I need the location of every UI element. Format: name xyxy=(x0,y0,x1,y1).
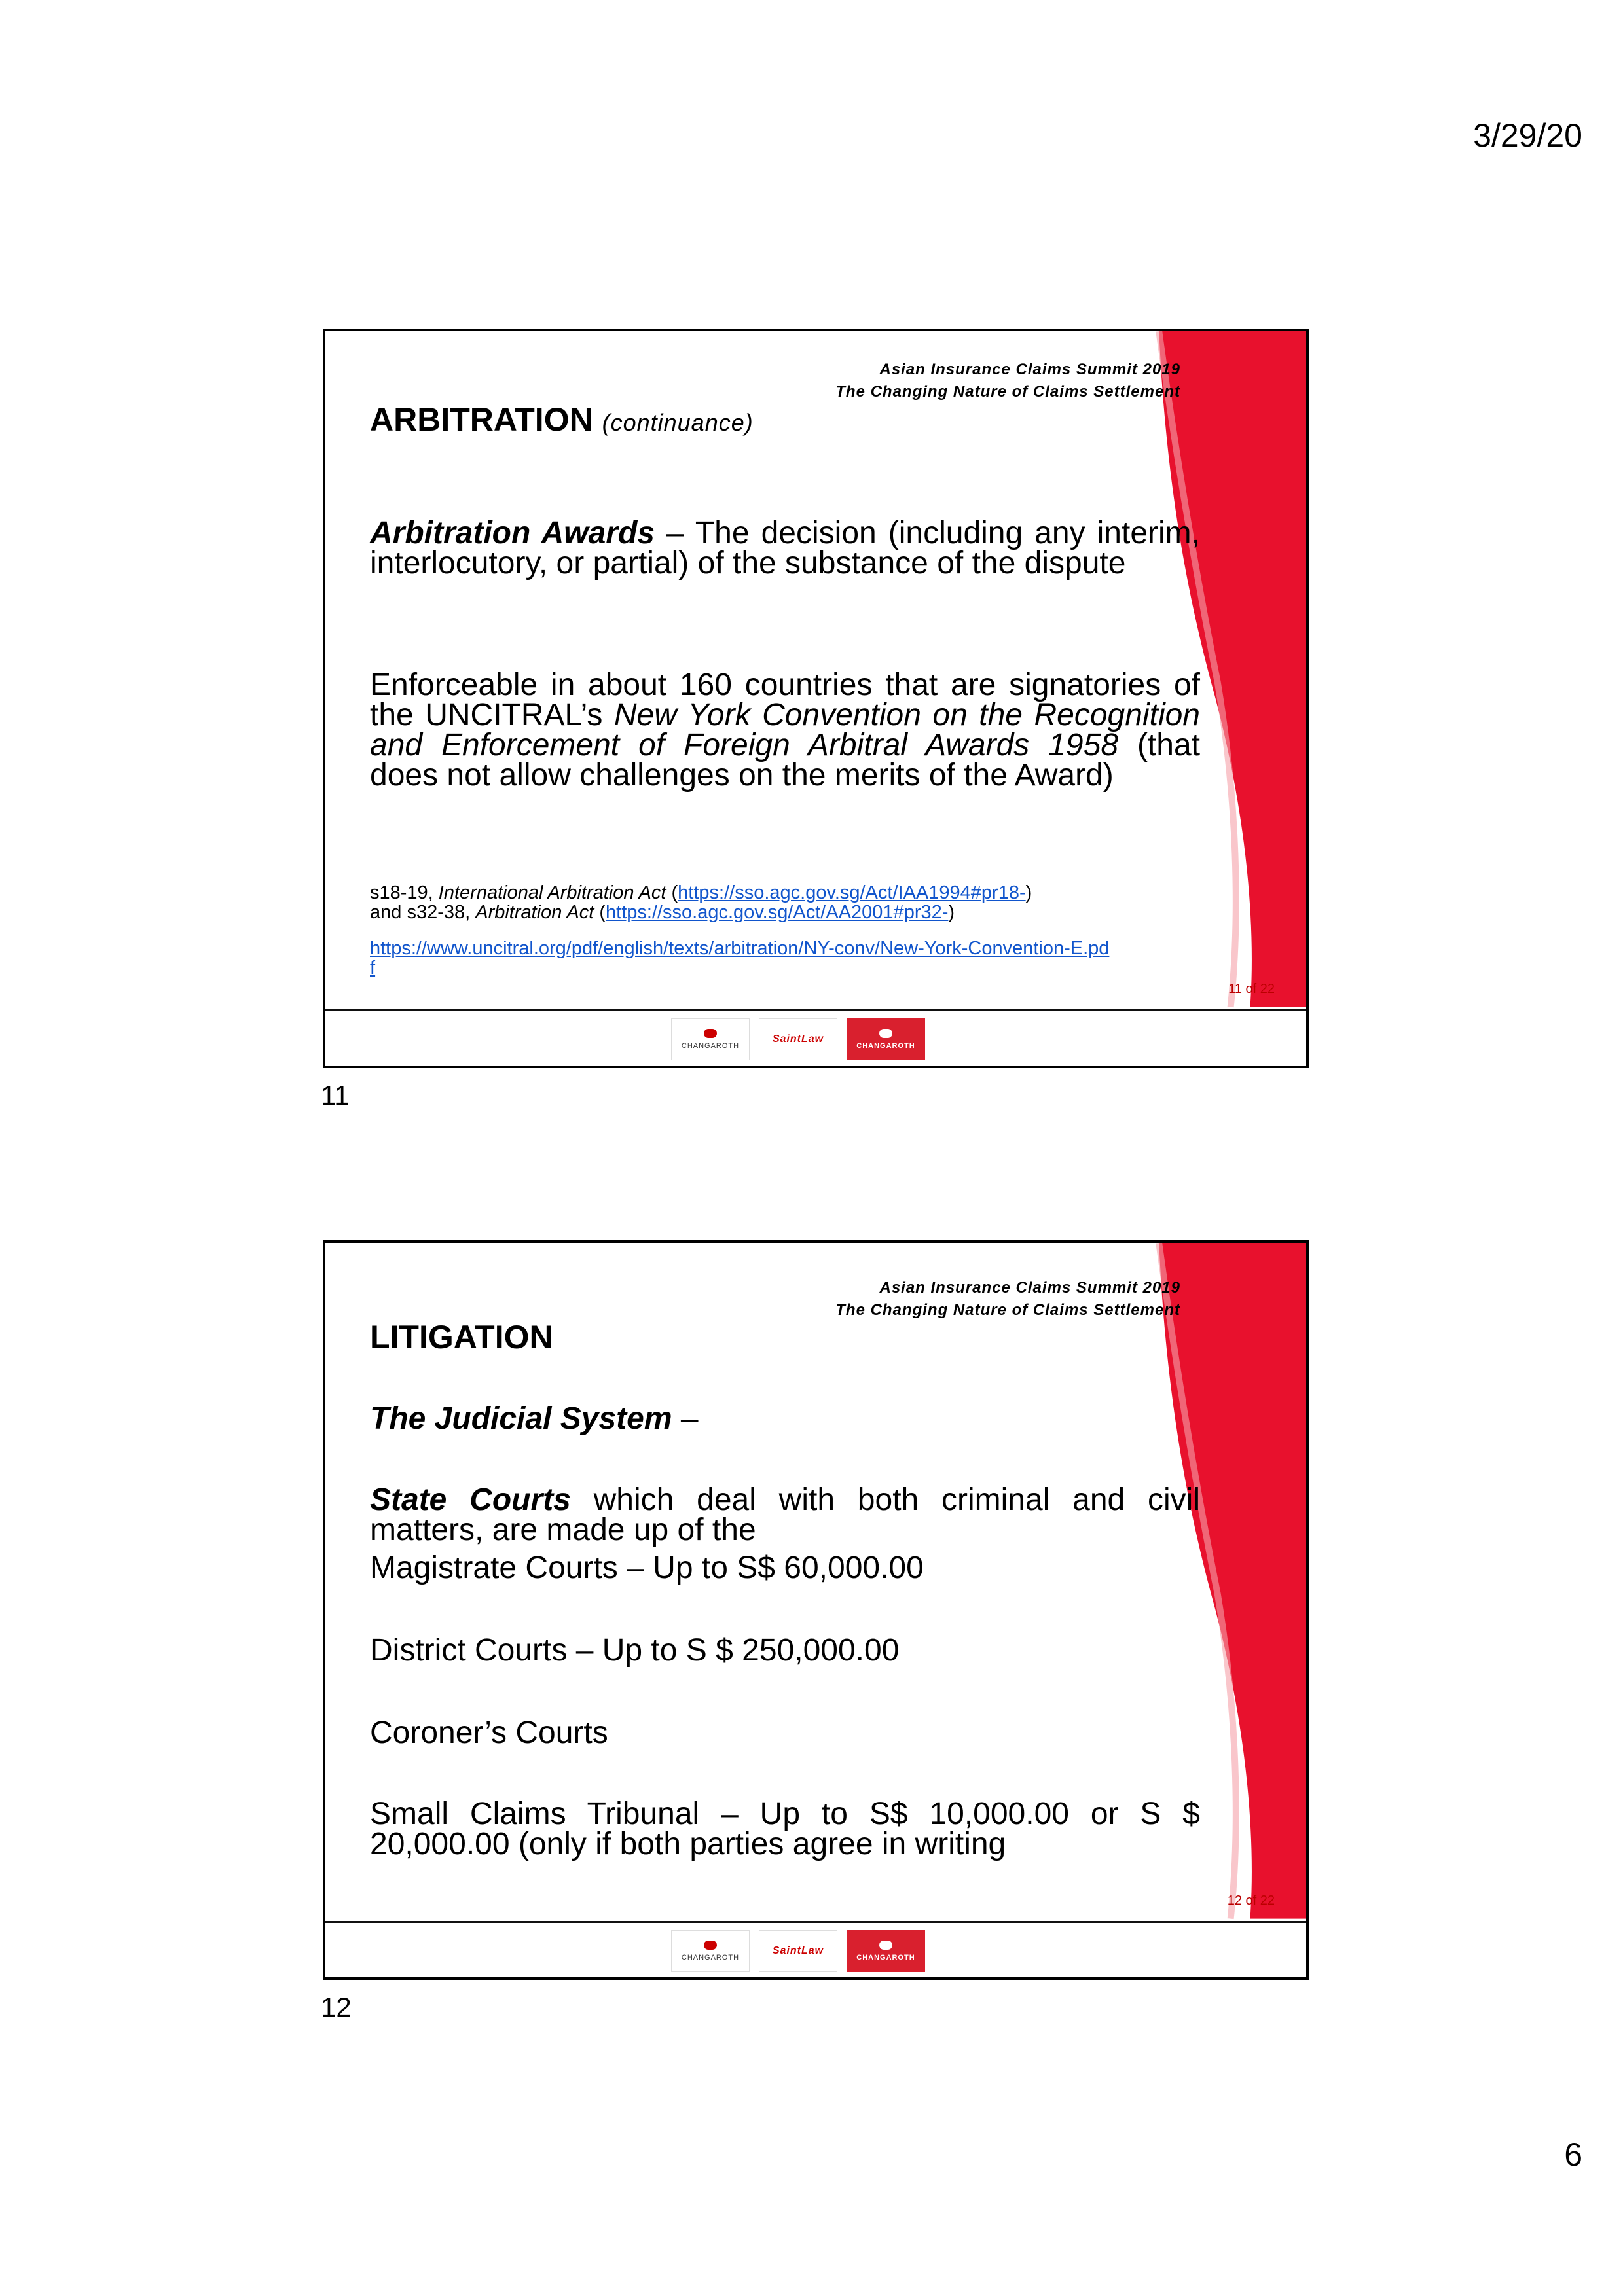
enforceable-text-a: Enforceable in about 160 countries that are signatories of the UNCITRAL’s xyxy=(370,668,1200,732)
ref1-paren-open: ( xyxy=(666,882,678,903)
ref2-paren-open: ( xyxy=(594,902,606,923)
arbitration-awards-definition: – The decision (including any interim, interlocutory, or partial) of the substance of the dispute xyxy=(370,516,1201,581)
slide-counter: 12 of 22 xyxy=(1227,1893,1275,1908)
conference-subtitle: The Changing Nature of Claims Settlement xyxy=(835,1301,1180,1319)
logo-a-text: CHANGAROTH xyxy=(681,1954,740,1962)
conference-title: Asian Insurance Claims Summit 2019 xyxy=(879,361,1180,378)
small-claims-item: Small Claims Tribunal – Up to S$ 10,000.00 or S $ 20,000.00 (only if both parties agree in writing xyxy=(370,1797,1200,1861)
page-number: 6 xyxy=(1564,2136,1582,2173)
logo-b-text: SaintLaw xyxy=(772,1945,824,1956)
conference-subtitle: The Changing Nature of Claims Settlement xyxy=(835,383,1180,401)
slide-number-label: 12 xyxy=(321,1992,352,2022)
coroners-courts-item: Coroner’s Courts xyxy=(370,1715,608,1750)
logo-c-text: CHANGAROTH xyxy=(856,1954,915,1962)
slide-number-label: 11 xyxy=(321,1080,350,1111)
ref1-act: International Arbitration Act xyxy=(438,882,666,903)
changaroth-mark-icon xyxy=(879,1029,892,1038)
footer-divider xyxy=(325,1009,1306,1011)
slide-counter: 11 of 22 xyxy=(1228,982,1275,996)
judicial-system-line xyxy=(370,1401,1200,1436)
enforceable-text-b: (that does not allow challenges on the merits of the Award) xyxy=(370,728,1200,793)
changaroth-mark-icon xyxy=(704,1029,717,1038)
ref2-act: Arbitration Act xyxy=(475,902,594,923)
legislation-references xyxy=(370,883,1200,922)
judicial-system-term: The Judicial System xyxy=(370,1401,672,1436)
new-york-convention-title: New York Convention on the Recognition and Enforcement of Foreign Arbitral Awards 1958 xyxy=(370,698,1200,762)
slide-12 xyxy=(323,1240,1309,1980)
state-courts-paragraph xyxy=(370,1482,1201,1547)
footer-divider xyxy=(325,1921,1306,1923)
enforceable-paragraph xyxy=(370,670,1200,791)
ref2-text: and s32-38, xyxy=(370,902,476,923)
slide-title: LITIGATION xyxy=(370,1319,553,1355)
changaroth-mark-icon xyxy=(879,1941,892,1950)
logo-b-text: SaintLaw xyxy=(772,1033,824,1045)
sponsor-logos xyxy=(671,1930,925,1972)
ref1-text: s18-19, xyxy=(370,882,439,903)
logo-a-text: CHANGAROTH xyxy=(681,1042,740,1050)
state-courts-description: which deal with both criminal and civil matters, are made up of the xyxy=(370,1482,1201,1547)
slide-11 xyxy=(323,329,1309,1068)
iaa-link[interactable]: https://sso.agc.gov.sg/Act/IAA1994#pr18- xyxy=(678,882,1026,903)
slide-title-sub: (continuance) xyxy=(602,409,754,436)
uncitral-reference xyxy=(370,939,1110,978)
arbitration-awards-term: Arbitration Awards xyxy=(370,516,655,550)
page-date: 3/29/20 xyxy=(1473,117,1582,154)
changaroth-mark-icon xyxy=(704,1941,717,1950)
slide-title-text: ARBITRATION xyxy=(370,401,593,438)
state-courts-term: State Courts xyxy=(370,1482,571,1517)
arbitration-awards-paragraph xyxy=(370,518,1200,579)
ref1-paren-close: ) xyxy=(1025,882,1032,903)
judicial-system-dash: – xyxy=(672,1401,699,1436)
sponsor-logos xyxy=(671,1018,925,1060)
changaroth-chambers-logo xyxy=(671,1930,750,1972)
changaroth-consultancy-logo xyxy=(847,1930,925,1972)
magistrate-courts-item: Magistrate Courts – Up to S$ 60,000.00 xyxy=(370,1551,924,1585)
saintlaw-logo xyxy=(759,1930,837,1972)
saintlaw-logo xyxy=(759,1018,837,1060)
logo-c-text: CHANGAROTH xyxy=(856,1042,915,1050)
aa-link[interactable]: https://sso.agc.gov.sg/Act/AA2001#pr32- xyxy=(606,902,949,923)
district-courts-item: District Courts – Up to S $ 250,000.00 xyxy=(370,1633,900,1668)
changaroth-consultancy-logo xyxy=(847,1018,925,1060)
conference-title: Asian Insurance Claims Summit 2019 xyxy=(879,1279,1180,1297)
ref2-paren-close: ) xyxy=(948,902,955,923)
uncitral-link[interactable]: https://www.uncitral.org/pdf/english/texts/arbitration/NY-conv/New-York-Convention-E.pdf xyxy=(370,938,1110,978)
slide-title xyxy=(370,401,754,439)
changaroth-chambers-logo xyxy=(671,1018,750,1060)
